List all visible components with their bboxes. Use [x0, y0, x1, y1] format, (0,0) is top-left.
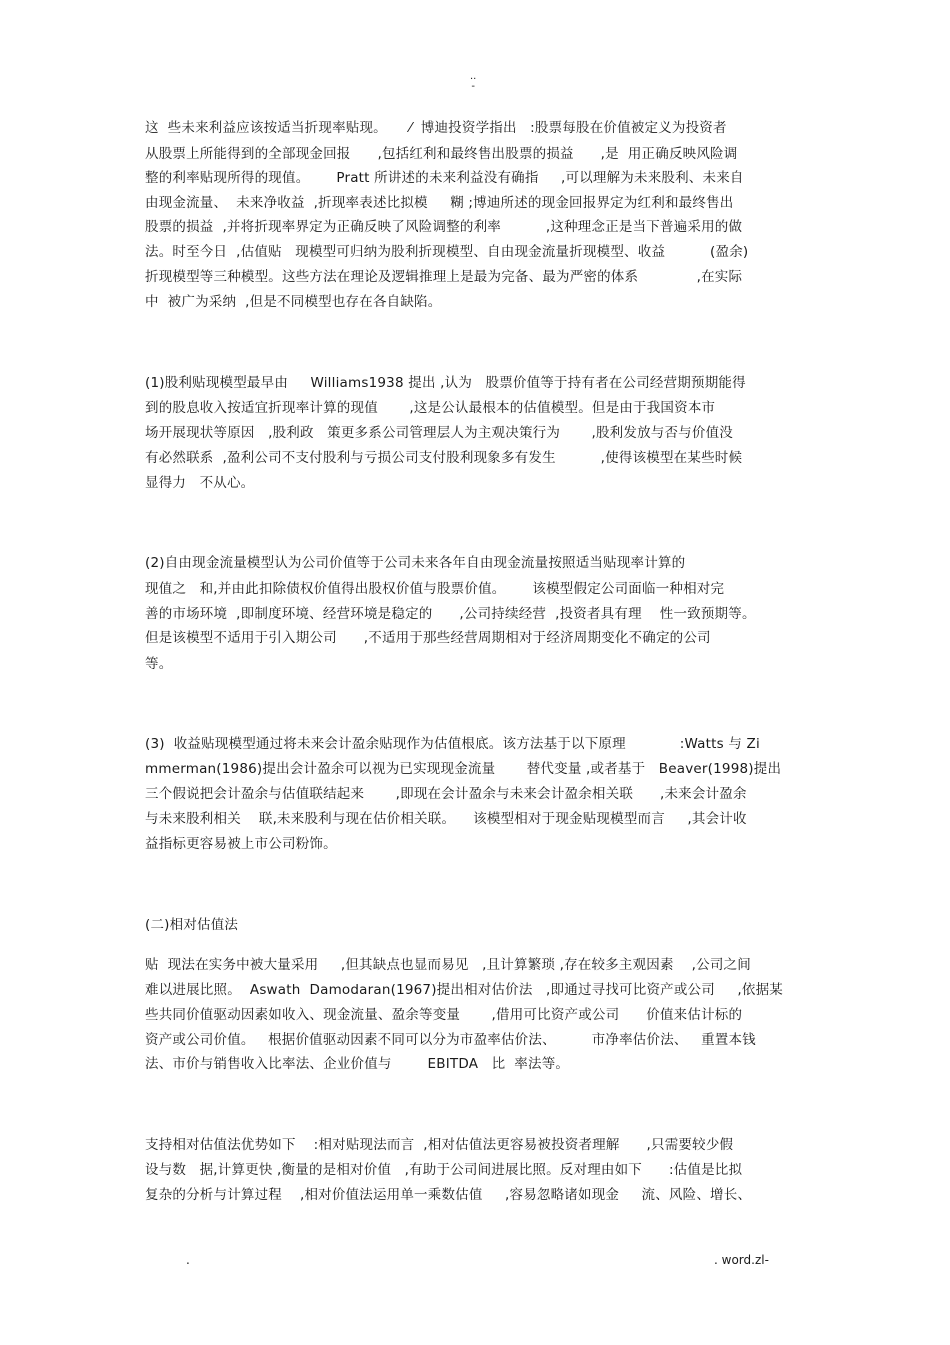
paragraph-line: 设与数 据,计算更快 ,衡量的是相对价值 ,有助于公司间进展比照。反对理由如下 :估值是比拟 [145, 1162, 743, 1178]
paragraph-line: 复杂的分析与计算过程 ,相对价值法运用单一乘数估值 ,容易忽略诸如现金 流、风险、增长、 [145, 1187, 752, 1203]
paragraph-line: 等。 [145, 656, 173, 672]
paragraph-line: 资产或公司价值。 根据价值驱动因素不同可以分为市盈率估价法、 市净率估价法、 重置本钱 [145, 1032, 756, 1048]
paragraph-line: 场开展现状等原因 ,股利政 策更多系公司管理层人为主观决策行为 ,股利发放与否与价值没 [145, 425, 733, 441]
page-header-mark: .. - [470, 71, 477, 92]
paragraph-line: 到的股息收入按适宜折现率计算的现值 ,这是公认最根本的估值模型。但是由于我国资本市 [145, 400, 716, 416]
paragraph-line: 显得力 不从心。 [145, 475, 255, 491]
paragraph-line: 有必然联系 ,盈利公司不支付股利与亏损公司支付股利现象多有发生 ,使得该模型在某些时候 [145, 450, 743, 466]
paragraph-line: 但是该模型不适用于引入期公司 ,不适用于那些经营周期相对于经济周期变化不确定的公司 [145, 630, 711, 646]
paragraph-line: (3) 收益贴现模型通过将未来会计盈余贴现作为估值根底。该方法基于以下原理 :Watts 与 Zi [145, 736, 760, 752]
paragraph-line: 支持相对估值法优势如下 :相对贴现法而言 ,相对估值法更容易被投资者理解 ,只需要较少假 [145, 1137, 734, 1153]
footer-left-mark: . [186, 1253, 190, 1267]
paragraph-line: (1)股利贴现模型最早由 Williams1938 提出 ,认为 股票价值等于持有者在公司经营期预期能得 [145, 375, 746, 391]
paragraph-line: 从股票上所能得到的全部现金回报 ,包括红利和最终售出股票的损益 ,是 用正确反映风险调 [145, 146, 738, 162]
paragraph-line: 些共同价值驱动因素如收入、现金流量、盈余等变量 ,借用可比资产或公司 价值来估计标的 [145, 1007, 743, 1023]
paragraph-line: 三个假说把会计盈余与估值联结起来 ,即现在会计盈余与未来会计盈余相关联 ,未来会计盈余 [145, 786, 747, 802]
section-heading: (二)相对估值法 [145, 917, 239, 933]
paragraph-line: 难以进展比照。 Aswath Damodaran(1967)提出相对估价法 ,即通过寻找可比资产或公司 ,依据某 [145, 982, 783, 998]
paragraph-line: 与未来股利相关 联,未来股利与现在估价相关联。 该模型相对于现金贴现模型而言 ,其会计收 [145, 811, 747, 827]
paragraph-line: 贴 现法在实务中被大量采用 ,但其缺点也显而易见 ,且计算繁琐 ,存在较多主观因素 ,公司之间 [145, 957, 751, 973]
paragraph-line: 折现模型等三种模型。这些方法在理论及逻辑推理上是最为完备、最为严密的体系 ,在实际 [145, 269, 743, 285]
paragraph-line: 现值之 和,并由此扣除债权价值得出股权价值与股票价值。 该模型假定公司面临一种相对完 [145, 581, 725, 597]
paragraph-line: 中 被广为采纳 ,但是不同模型也存在各自缺陷。 [145, 294, 442, 310]
paragraph-line: mmerman(1986)提出会计盈余可以视为已实现现金流量 替代变量 ,或者基于 Beaver(1998)提出 [145, 761, 782, 777]
paragraph-line: (2)自由现金流量模型认为公司价值等于公司未来各年自由现金流量按照适当贴现率计算的 [145, 555, 686, 571]
paragraph-line: 善的市场环境 ,即制度环境、经营环境是稳定的 ,公司持续经营 ,投资者具有理 性一致预期等。 [145, 606, 756, 622]
footer-watermark: . word.zl- [714, 1253, 769, 1267]
paragraph-line: 益指标更容易被上市公司粉饰。 [145, 836, 337, 852]
paragraph-line: 这 些未来利益应该按适当折现率贴现。 ⁄ 博迪投资学指出 :股票每股在价值被定义为投资者 [145, 120, 727, 136]
paragraph-line: 法、市价与销售收入比率法、企业价值与 EBITDA 比 率法等。 [145, 1056, 570, 1072]
paragraph-line: 由现金流量、 未来净收益 ,折现率表述比拟模 糊 ;博迪所述的现金回报界定为红利和最终售出 [145, 195, 734, 211]
paragraph-line: 整的利率贴现所得的现值。 Pratt 所讲述的未来利益没有确指 ,可以理解为未来股利、未来自 [145, 170, 744, 186]
paragraph-line: 法。时至今日 ,估值贴 现模型可归纳为股利折现模型、自由现金流量折现模型、收益 (盈余) [145, 244, 749, 260]
paragraph-line: 股票的损益 ,并将折现率界定为正确反映了风险调整的利率 ,这种理念正是当下普遍采用的做 [145, 219, 743, 235]
